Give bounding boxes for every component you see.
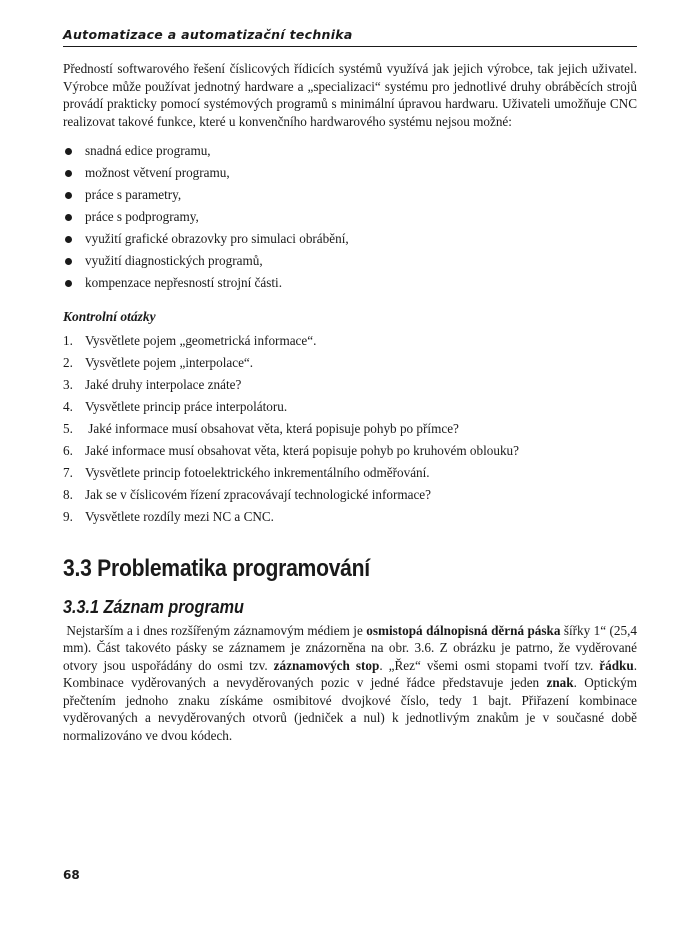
question-number: 5. bbox=[63, 420, 73, 436]
bold-term: řádku bbox=[599, 657, 634, 673]
text-run: . „Řez“ všemi osmi stopami tvoří tzv. bbox=[379, 657, 600, 673]
question-item bbox=[63, 396, 637, 418]
questions-title: Kontrolní otázky bbox=[63, 309, 156, 324]
question-text: Vysvětlete princip fotoelektrického inkrementálního odměřování. bbox=[85, 464, 430, 480]
subsection-heading: 3.3.1 Záznam programu bbox=[63, 596, 244, 617]
bold-term: znak bbox=[546, 675, 574, 690]
question-text: Jaké informace musí obsahovat věta, která popisuje pohyb po přímce? bbox=[85, 420, 459, 436]
feature-list bbox=[63, 140, 637, 294]
question-item bbox=[63, 484, 637, 506]
body-paragraph bbox=[63, 622, 637, 745]
question-item bbox=[63, 506, 637, 528]
question-number: 6. bbox=[63, 442, 73, 458]
question-text: Jaké druhy interpolace znáte? bbox=[85, 376, 242, 392]
list-item: možnost větvení programu, bbox=[63, 162, 637, 184]
question-item bbox=[63, 352, 637, 374]
question-text: Vysvětlete rozdíly mezi NC a CNC. bbox=[85, 508, 274, 524]
running-header-title: Automatizace a automatizační technika bbox=[63, 27, 353, 42]
list-item: využití diagnostických programů, bbox=[63, 250, 637, 272]
list-item: využití grafické obrazovky pro simulaci obrábění, bbox=[63, 228, 637, 250]
question-number: 9. bbox=[63, 508, 73, 524]
questions-list bbox=[63, 330, 637, 528]
text-run: . Optickým přečtením jednoho znaku získáme osmibitové dvojkové číslo, tedy 1 bajt. Přiřazení kombinace vyděrovaných a nevyděrovaných otvorů (jedniček a nul) k jednotlivým znakům je v současné době normalizováno ve dvou kódech. bbox=[63, 675, 637, 743]
text-run: . Kombinace vyděrovaných a nevyděrovaných pozic v jedné řádce představuje jeden bbox=[63, 657, 638, 690]
list-item: práce s podprogramy, bbox=[63, 206, 637, 228]
section-heading: 3.3 Problematika programování bbox=[63, 554, 370, 582]
question-item bbox=[63, 418, 637, 440]
list-item: práce s parametry, bbox=[63, 184, 637, 206]
question-text: Vysvětlete pojem „geometrická informace“. bbox=[85, 332, 317, 348]
intro-paragraph: Předností softwarového řešení číslicových řídicích systémů využívá jak jejich výrobce, tak jejich uživatel. Výrobce může používat jednotný hardware a „specializaci“ systému pro jednotlivé druhy obráběcích strojů provádí prakticky pomocí systémových programů s minimální úpravou hardwaru. Uživateli umožňuje CNC realizovat takové funkce, které u konvenčního hardwarového systému nejsou možné: bbox=[63, 61, 637, 129]
question-text: Jaké informace musí obsahovat věta, která popisuje pohyb po kruhovém oblouku? bbox=[85, 442, 519, 458]
question-item bbox=[63, 440, 637, 462]
text-run: šířky 1“ (25,4 mm). Část takovéto pásky se záznamem je znázorněna na obr. 3.6. Z obrázku je patrno, že vyděrované otvory jsou uspořádány do osmi tzv. bbox=[63, 622, 638, 673]
page-number: 68 bbox=[63, 868, 80, 882]
question-number: 8. bbox=[63, 486, 73, 502]
question-number: 7. bbox=[63, 464, 73, 480]
question-number: 1. bbox=[63, 332, 73, 348]
text-run: Nejstarším a i dnes rozšířeným záznamovým médiem je bbox=[63, 622, 367, 638]
question-number: 2. bbox=[63, 354, 73, 370]
question-item bbox=[63, 374, 637, 396]
page-content bbox=[63, 60, 637, 744]
question-number: 4. bbox=[63, 398, 73, 414]
question-text: Vysvětlete princip práce interpolátoru. bbox=[85, 398, 288, 414]
list-item: kompenzace nepřesností strojní části. bbox=[63, 272, 637, 294]
question-item bbox=[63, 330, 637, 352]
list-item: snadná edice programu, bbox=[63, 140, 637, 162]
question-number: 3. bbox=[63, 376, 73, 392]
bold-term: osmistopá dálnopisná děrná páska bbox=[366, 622, 561, 638]
question-text: Vysvětlete pojem „interpolace“. bbox=[85, 354, 254, 370]
question-item bbox=[63, 462, 637, 484]
question-text: Jak se v číslicovém řízení zpracovávají technologické informace? bbox=[85, 486, 432, 502]
bold-term: záznamových stop bbox=[273, 657, 380, 673]
running-header bbox=[63, 26, 637, 47]
